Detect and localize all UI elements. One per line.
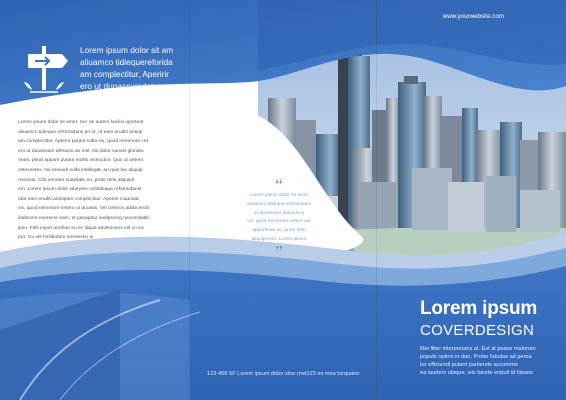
- signpost-icon: [18, 44, 70, 96]
- footer-contact: 123-456 5F Lorem ipsum dolor sitar met123 ex mea torquater: [207, 371, 360, 377]
- intro-text: [80, 44, 190, 92]
- intro-line: am complectitur, Aperirir: [80, 69, 169, 79]
- quote-line: Lorem ipsum dolor sit amet: [250, 193, 308, 198]
- cover-subtitle: COVERDESIGN: [420, 322, 535, 339]
- body-line: iiddscere exerevre eam, te penapitur sadipscing necessitatib: [18, 215, 150, 221]
- cover-text-line: ea laudem ubique, wis facete eripuit id hisaes: [420, 370, 533, 376]
- body-line: em. Lorem ipsum dolor sitaryam cotisdeque reformidanst: [18, 187, 142, 193]
- body-line: vix, quod nemmore cetero ut duoass. Vel ceteros adducendo: [18, 206, 150, 212]
- intro-line: ero ut duoassumdetracto: [80, 81, 172, 91]
- quote-line: vix, quod nemmore cetero uet: [247, 219, 311, 225]
- quote-open-icon: “: [275, 175, 283, 195]
- body-line: ero ut duoassum detracto an mel. No dolor sanvel glonatu: [18, 148, 144, 154]
- fold-line-right: [376, 0, 377, 400]
- body-line: utat eam eruditi antiopam complectitur. Aperirir icaundat: [18, 196, 139, 202]
- quote-line: apportmue eu, prote delu: [252, 228, 306, 234]
- quote-line: ut duoassum detracto a: [253, 210, 305, 216]
- body-line: am complectitur, Aperirir putant nulla vix, quod nemmore cet: [18, 139, 148, 145]
- cover-text-line: Mei liber interpretaris at. Est at posse malorum: [420, 346, 536, 352]
- pull-quote: [232, 175, 326, 262]
- body-line: Lorem ipsum dolor sit amet, nec an autem facilisi oporteat: [18, 120, 144, 125]
- cover-text-line: tur efficiendi putant partiendo accommo: [420, 362, 518, 368]
- intro-line: Lorem ipsum dolor sit am: [80, 45, 174, 55]
- body-line: aliuamco tidieque reformidans pri ut, ut eam eruditi antiop: [18, 129, 143, 135]
- quote-close-icon: ”: [275, 241, 283, 262]
- intro-line: aliuamco tidiequereforida: [80, 57, 173, 67]
- quote-line: aliquipit em. Lorem ipsum: [251, 236, 307, 242]
- body-line: ream, perat appam putant mollis instructior. Quo ut aetern: [18, 158, 144, 164]
- body-line: ostesentes. No erovudi nulla intellegat, an quis leo aliquip: [18, 167, 143, 173]
- quote-line: aliuamco tidieque reformidans: [247, 201, 311, 207]
- body-line: ipsu. Falli expet ancillae eu ei, idque adolescens vel cu ea: [18, 225, 144, 231]
- cover-title: Lorem ipsum: [420, 298, 538, 319]
- cover-description: [420, 345, 550, 377]
- cover-text-line: populo option in duo. Probo fabulas ad perea: [420, 354, 532, 360]
- body-line: mentuis. Cifa venram suavitate eu, prote delu aliquipit: [18, 177, 135, 183]
- website-link[interactable]: www.yourwebsite.com: [442, 13, 504, 20]
- body-line: pro. Cu vel hinlibutem ommesen ei.: [18, 235, 95, 241]
- body-paragraph: [18, 118, 168, 243]
